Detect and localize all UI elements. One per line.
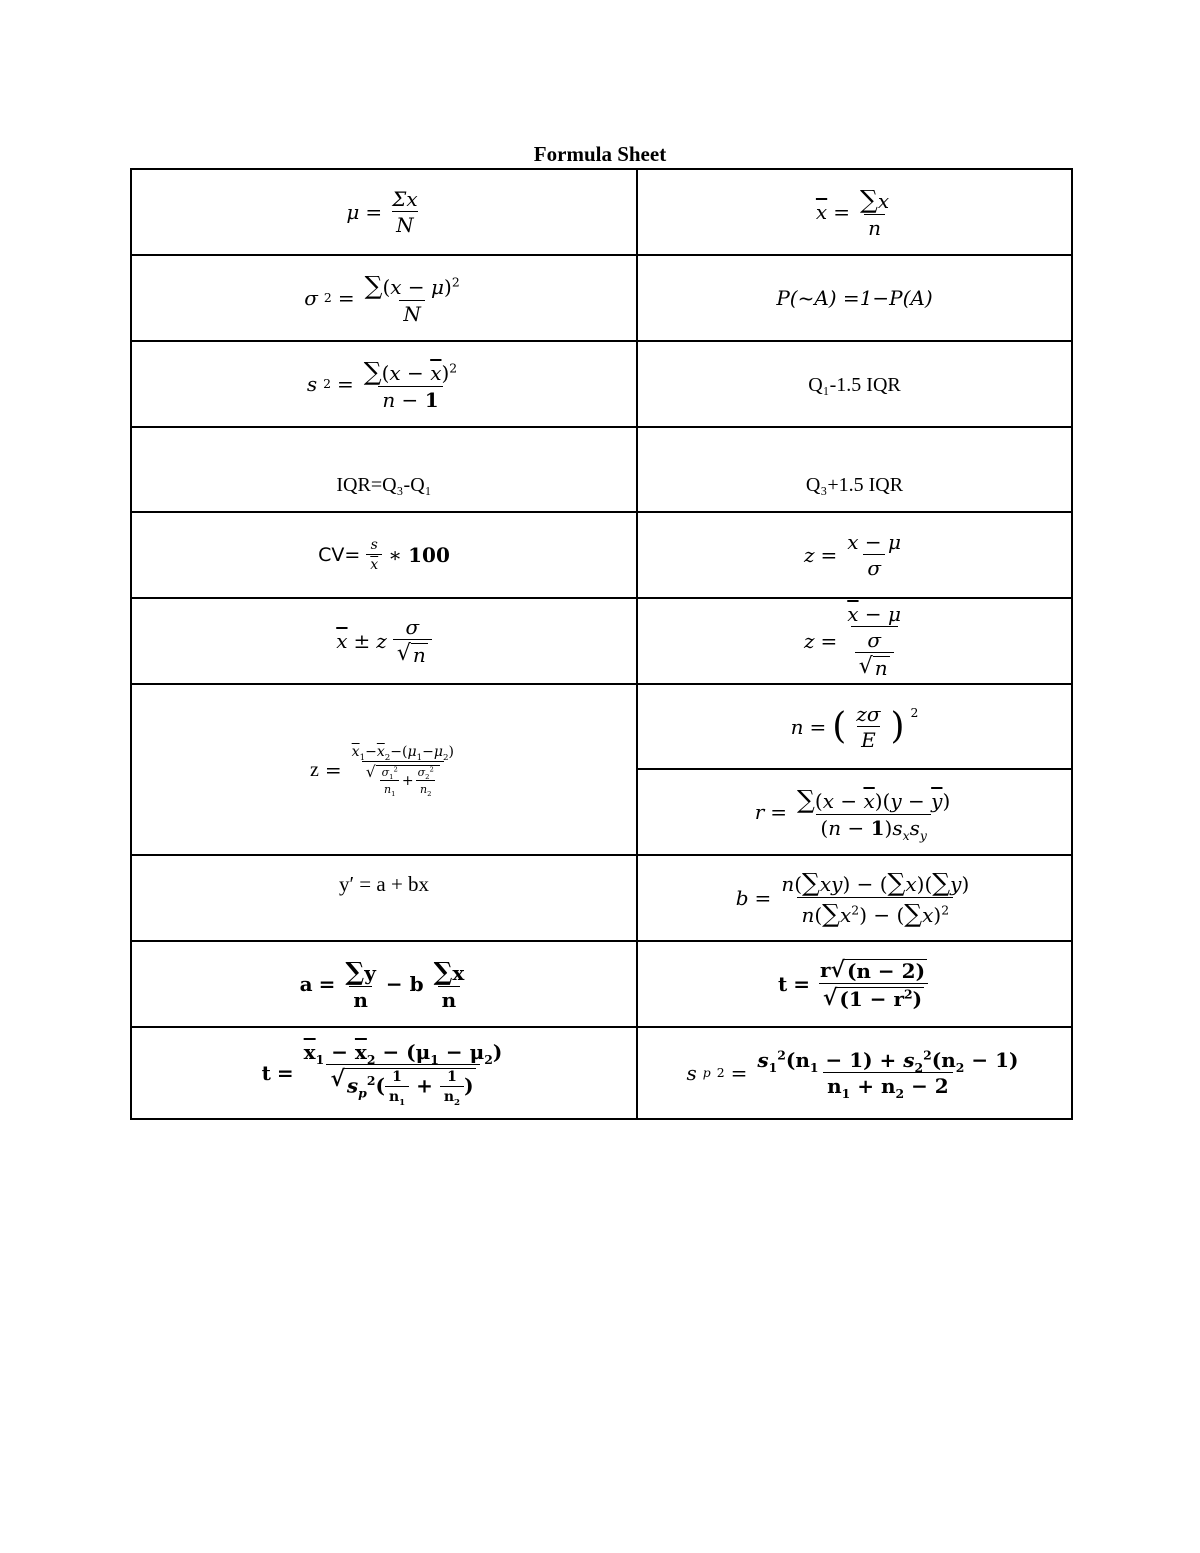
formula-coefficient-of-variation: CV= $\frac{s}{x}$ ∗ 100 xyxy=(131,512,637,598)
page-title: Formula Sheet xyxy=(533,142,667,166)
formula-z-sample-mean: z = $\overline{x} - \mu$ σ √ n xyxy=(637,598,1072,684)
table-row xyxy=(131,341,1072,427)
table-row xyxy=(131,255,1072,341)
formula-sample-size: n = ( $\frac{z\sigma}{E}$ ) $^2$ xyxy=(637,684,1072,769)
formula-upper-fence: Q₃+1.5 IQR xyxy=(637,427,1072,512)
formula-pooled-variance: s p 2 = $\frac{s_1^2(n_1 - 1) + s_2^2(n_2 - 1)}{n_1 + n_2 - 2}$ xyxy=(637,1027,1072,1119)
table-row xyxy=(131,855,1072,941)
formula-sample-mean: $\overline{x}$ = $\frac{\sum x}{n}$ xyxy=(637,169,1072,255)
table-row xyxy=(131,1027,1072,1119)
formula-sample-variance: s 2 = $\frac{\sum(x - \overline{x})^2}{n - 1}$ xyxy=(131,341,637,427)
formula-z-score: z = $\frac{x - \mu}{\sigma}$ xyxy=(637,512,1072,598)
formula-population-variance: σ 2 = $\frac{\sum(x - \mu)^2}{N}$ xyxy=(131,255,637,341)
table-row xyxy=(131,598,1072,684)
formula-confidence-interval: $\overline{x}$ ± z σ √ n xyxy=(131,598,637,684)
formula-lower-fence: Q₁-1.5 IQR xyxy=(637,341,1072,427)
table-row xyxy=(131,512,1072,598)
table-row xyxy=(131,427,1072,512)
formula-complement-rule: P(~A) =1−P(A) xyxy=(637,255,1072,341)
formula-intercept: a = $\frac{\sum y}{n}$ − b $\frac{\sum x}{n}$ xyxy=(131,941,637,1027)
formula-slope: b = $\frac{n(\sum xy) - (\sum x)(\sum y)}{n(\sum x^2) - (\sum x)^2}$ xyxy=(637,855,1072,941)
table-row xyxy=(131,684,1072,769)
formula-population-mean: μ = $\frac{\Sigma x}{N}$ xyxy=(131,169,637,255)
formula-regression-line: y′ = a + bx xyxy=(131,855,637,941)
table-row xyxy=(131,169,1072,255)
formula-z-two-sample: z = $\overline{x}_1-\overline{x}_2-(\mu_1-\mu_2)$ √ $\frac{\sigma_1^2}{n_1}$ + $\frac{\sigma_2^2}{n_2}$ xyxy=(131,684,637,855)
table-row xyxy=(131,941,1072,1027)
formula-iqr: IQR=Q₃-Q₁ xyxy=(131,427,637,512)
formula-t-correlation: t = r √ (n − 2) √ $(1 - r^2)$ xyxy=(637,941,1072,1027)
formula-correlation: r = $\frac{\sum(x - \overline{x})(y - \overline{y})}{(n - 1)s_xs_y}$ xyxy=(637,769,1072,855)
formula-table xyxy=(130,168,1073,1120)
formula-t-two-sample: t = $\overline{x}_1 - \overline{x}_2 - (\mu_1 - \mu_2)$ √ $s_p^2$( $\frac{1}{n_1}$ + $\frac{1}{n_2}$ ) xyxy=(131,1027,637,1119)
